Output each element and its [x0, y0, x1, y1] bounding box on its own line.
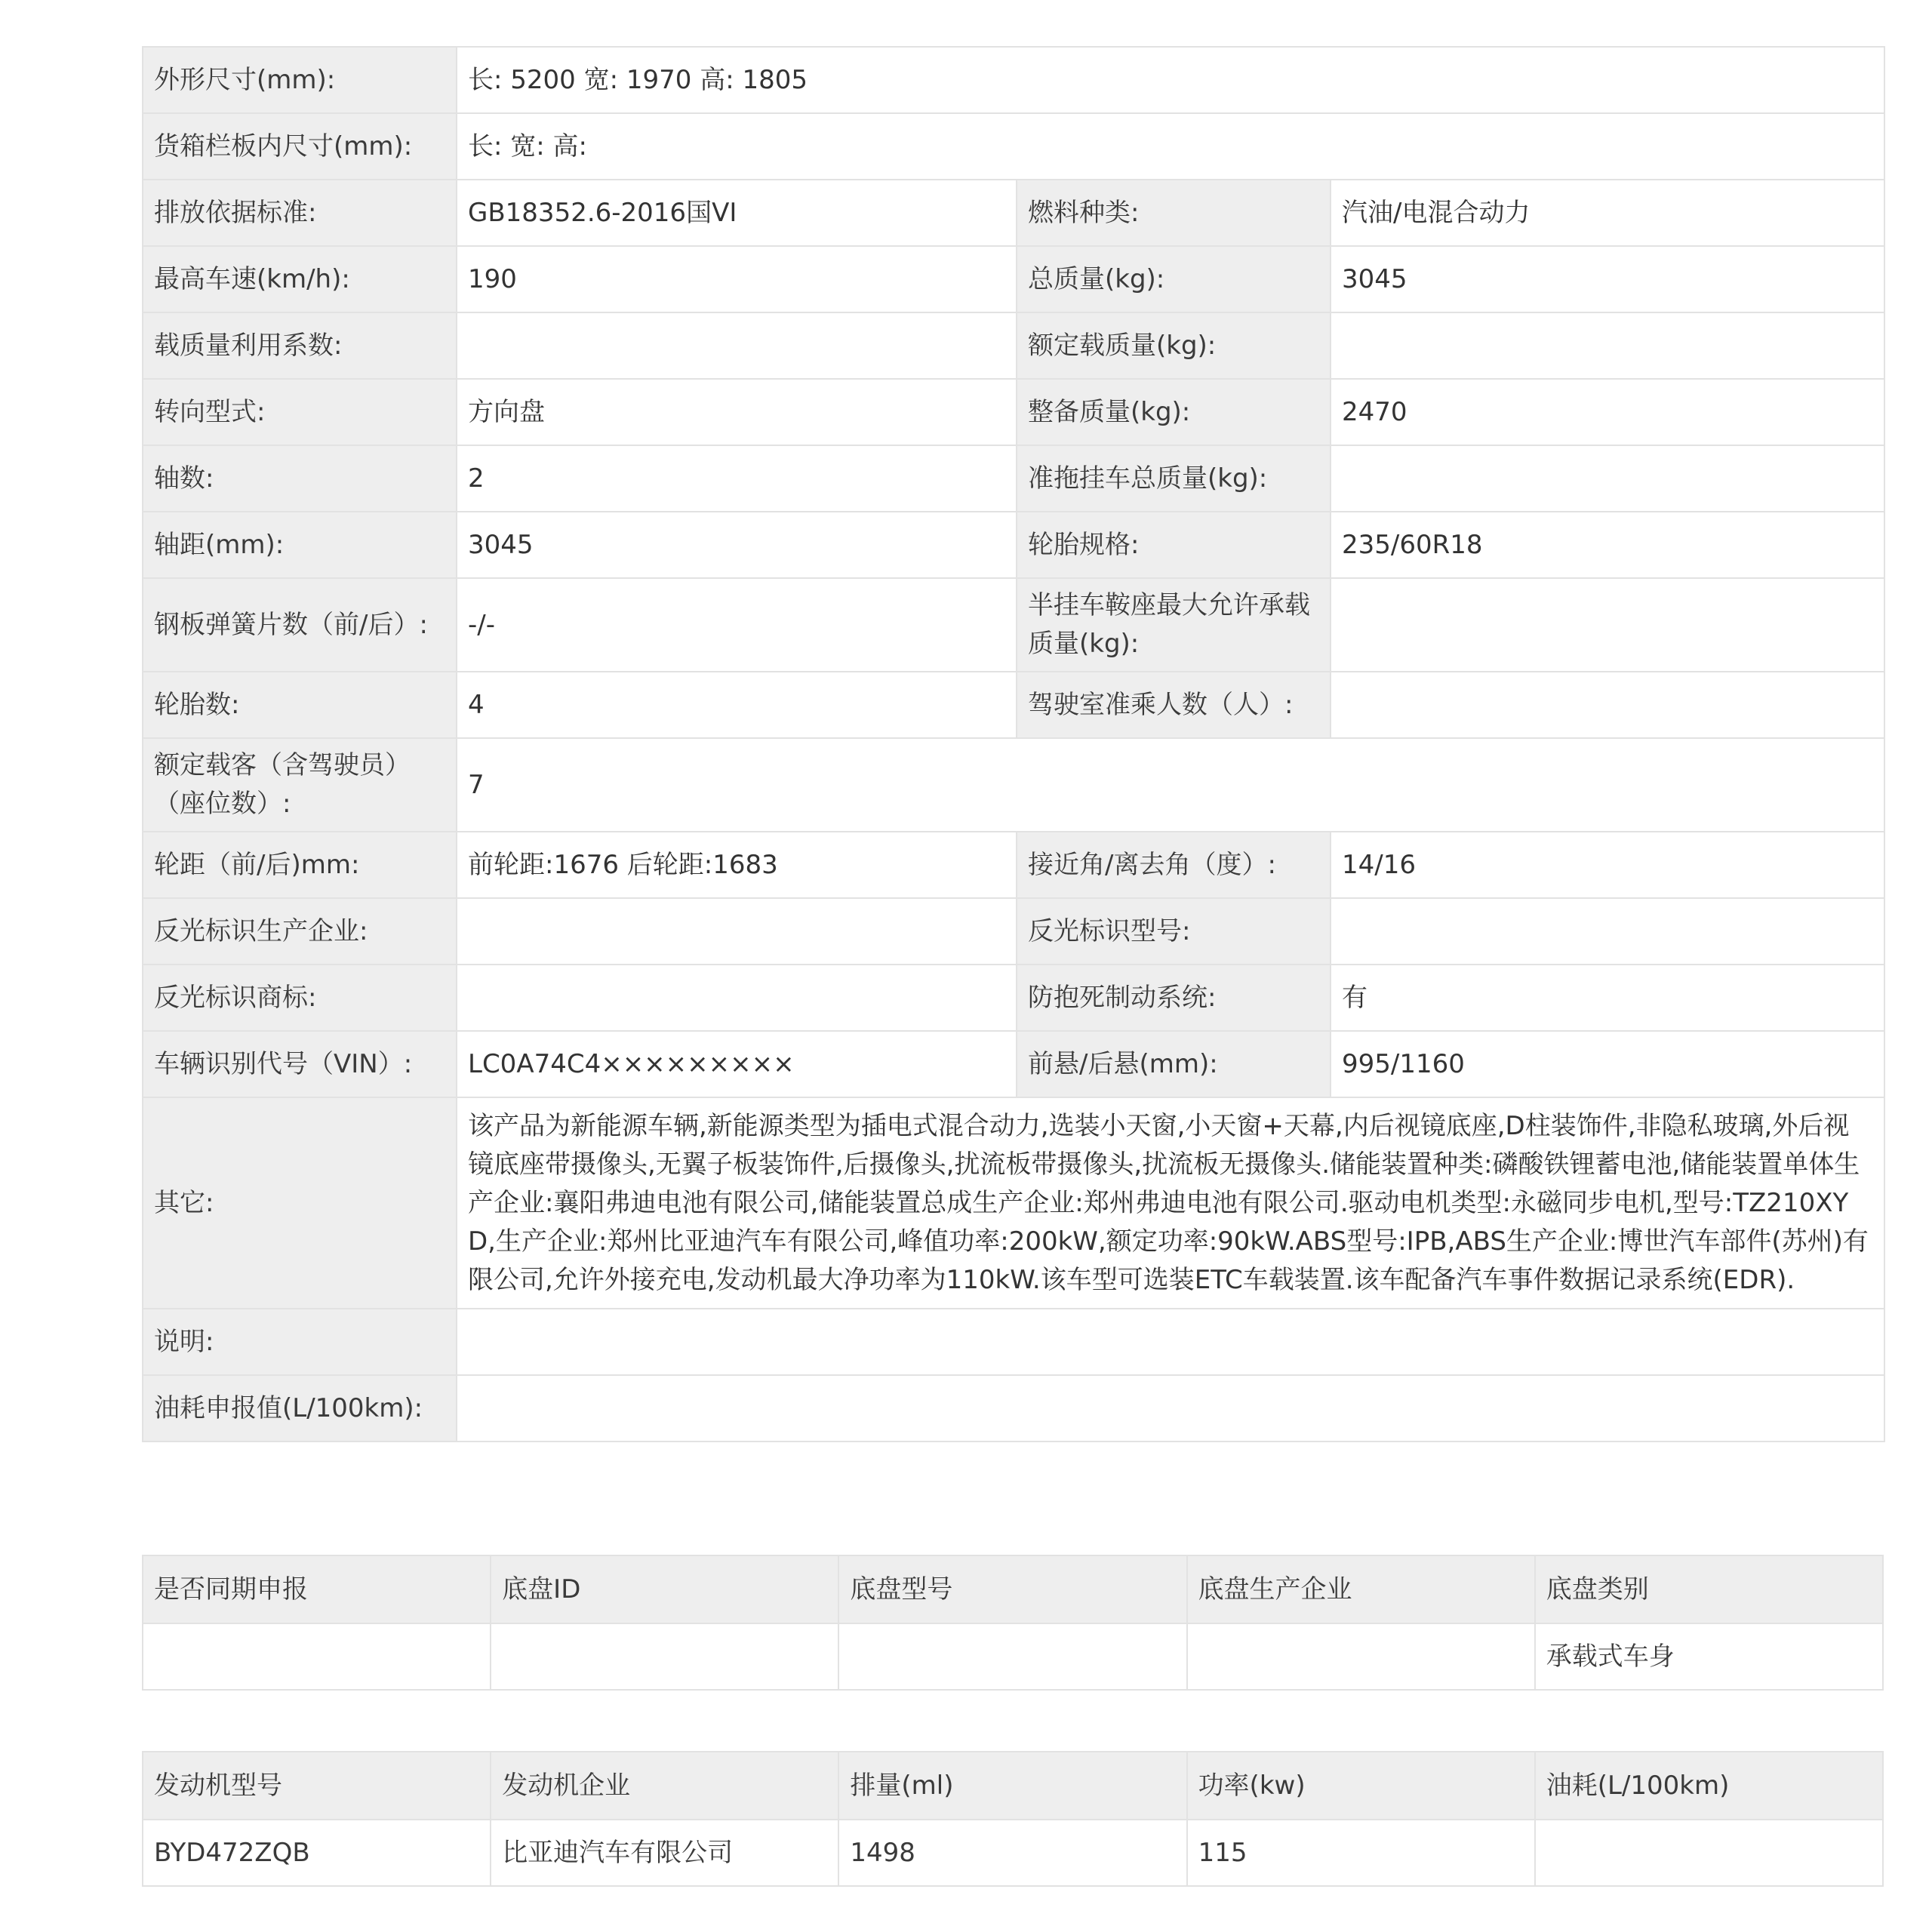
outer-dimensions-value: 长: 5200 宽: 1970 高: 1805: [457, 47, 1884, 113]
outer-dimensions-label: 外形尺寸(mm):: [143, 47, 457, 113]
chassis-maker-cell: [1187, 1623, 1535, 1690]
other-value: 该产品为新能源车辆,新能源类型为插电式混合动力,选装小天窗,小天窗+天幕,内后视镜底座,D柱装饰件,非隐私玻璃,外后视镜底座带摄像头,无翼子板装饰件,后摄像头,扰流板带摄像头,扰流板无摄像头.储能装置种类:磷酸铁锂蓄电池,储能装置单体生产企业:襄阳弗迪电池有限公司,储能装置总成生产企业:郑州弗迪电池有限公司.驱动电机类型:永磁同步电机,型号:TZ210XYD,生产企业:郑州比亚迪汽车有限公司,峰值功率:200kW,额定功率:90kW.ABS型号:IPB,ABS生产企业:博世汽车部件(苏州)有限公司,允许外接充电,发动机最大净功率为110kW.该车型可选装ETC车载装置.该车配备汽车事件数据记录系统(EDR).: [457, 1097, 1884, 1309]
engine-header-displacement: 排量(ml): [838, 1752, 1186, 1820]
engine-header-row: [143, 1752, 1883, 1820]
table-row: [143, 1820, 1883, 1886]
axle-count-label: 轴数:: [143, 445, 457, 512]
steering-type-label: 转向型式:: [143, 379, 457, 445]
tire-count-value: 4: [457, 672, 1017, 738]
abs-value: 有: [1331, 965, 1884, 1031]
approach-departure-label: 接近角/离去角（度）:: [1017, 832, 1331, 898]
steering-type-value: 方向盘: [457, 379, 1017, 445]
total-mass-value: 3045: [1331, 246, 1884, 312]
trailer-mass-label: 准拖挂车总质量(kg):: [1017, 445, 1331, 512]
rated-load-value: [1331, 312, 1884, 379]
vin-label: 车辆识别代号（VIN）:: [143, 1031, 457, 1097]
engine-consumption-cell: [1535, 1820, 1883, 1886]
tire-spec-value: 235/60R18: [1331, 512, 1884, 578]
note-label: 说明:: [143, 1309, 457, 1375]
spec-row-reflector-maker: [143, 898, 1884, 965]
chassis-header-maker: 底盘生产企业: [1187, 1555, 1535, 1623]
spec-row-outer-dimensions: [143, 47, 1884, 113]
spec-row-load: [143, 312, 1884, 379]
spec-row-axles-trailer: [143, 445, 1884, 512]
spec-row-spring-saddle: [143, 578, 1884, 672]
fuel-consumption-label: 油耗申报值(L/100km):: [143, 1375, 457, 1441]
reflector-maker-value: [457, 898, 1017, 965]
tire-spec-label: 轮胎规格:: [1017, 512, 1331, 578]
max-speed-label: 最高车速(km/h):: [143, 246, 457, 312]
spec-row-fuel-consumption: [143, 1375, 1884, 1441]
overhang-label: 前悬/后悬(mm):: [1017, 1031, 1331, 1097]
engine-header-consumption: 油耗(L/100km): [1535, 1752, 1883, 1820]
cab-passengers-label: 驾驶室准乘人数（人）:: [1017, 672, 1331, 738]
engine-maker-cell: 比亚迪汽车有限公司: [491, 1820, 838, 1886]
reflector-model-label: 反光标识型号:: [1017, 898, 1331, 965]
chassis-header-id: 底盘ID: [491, 1555, 838, 1623]
engine-header-maker: 发动机企业: [491, 1752, 838, 1820]
spec-row-steering-curb: [143, 379, 1884, 445]
engine-power-cell: 115: [1187, 1820, 1535, 1886]
load-utilization-value: [457, 312, 1017, 379]
leaf-spring-value: -/-: [457, 578, 1017, 672]
overhang-value: 995/1160: [1331, 1031, 1884, 1097]
max-speed-value: 190: [457, 246, 1017, 312]
track-width-value: 前轮距:1676 后轮距:1683: [457, 832, 1017, 898]
engine-table: [142, 1751, 1884, 1887]
abs-label: 防抱死制动系统:: [1017, 965, 1331, 1031]
load-utilization-label: 载质量利用系数:: [143, 312, 457, 379]
fuel-type-value: 汽油/电混合动力: [1331, 180, 1884, 246]
reflector-maker-label: 反光标识生产企业:: [143, 898, 457, 965]
approach-departure-value: 14/16: [1331, 832, 1884, 898]
saddle-load-value: [1331, 578, 1884, 672]
chassis-model-cell: [838, 1623, 1186, 1690]
note-value: [457, 1309, 1884, 1375]
wheelbase-value: 3045: [457, 512, 1017, 578]
track-width-label: 轮距（前/后)mm:: [143, 832, 457, 898]
reflector-brand-label: 反光标识商标:: [143, 965, 457, 1031]
trailer-mass-value: [1331, 445, 1884, 512]
leaf-spring-label: 钢板弹簧片数（前/后）:: [143, 578, 457, 672]
spec-row-reflector-brand-abs: [143, 965, 1884, 1031]
spec-row-tires-cab: [143, 672, 1884, 738]
cab-passengers-value: [1331, 672, 1884, 738]
emission-standard-label: 排放依据标准:: [143, 180, 457, 246]
chassis-category-cell: 承载式车身: [1535, 1623, 1883, 1690]
spec-row-vin-overhang: [143, 1031, 1884, 1097]
chassis-table: [142, 1555, 1884, 1691]
emission-standard-value: GB18352.6-2016国VI: [457, 180, 1017, 246]
engine-displacement-cell: 1498: [838, 1820, 1186, 1886]
engine-header-power: 功率(kw): [1187, 1752, 1535, 1820]
engine-header-model: 发动机型号: [143, 1752, 491, 1820]
spec-row-wheelbase-tire: [143, 512, 1884, 578]
engine-model-cell: BYD472ZQB: [143, 1820, 491, 1886]
other-label: 其它:: [143, 1097, 457, 1309]
fuel-type-label: 燃料种类:: [1017, 180, 1331, 246]
chassis-header-row: [143, 1555, 1883, 1623]
rated-load-label: 额定载质量(kg):: [1017, 312, 1331, 379]
tire-count-label: 轮胎数:: [143, 672, 457, 738]
saddle-load-label: 半挂车鞍座最大允许承载质量(kg):: [1017, 578, 1331, 672]
chassis-id-cell: [491, 1623, 838, 1690]
cargo-dimensions-label: 货箱栏板内尺寸(mm):: [143, 113, 457, 180]
chassis-header-model: 底盘型号: [838, 1555, 1186, 1623]
reflector-brand-value: [457, 965, 1017, 1031]
spec-row-seats: [143, 738, 1884, 832]
chassis-concurrent-cell: [143, 1623, 491, 1690]
reflector-model-value: [1331, 898, 1884, 965]
curb-mass-value: 2470: [1331, 379, 1884, 445]
spec-row-cargo-dimensions: [143, 113, 1884, 180]
curb-mass-label: 整备质量(kg):: [1017, 379, 1331, 445]
spec-row-note: [143, 1309, 1884, 1375]
spec-row-emission-fuel: [143, 180, 1884, 246]
table-row: [143, 1623, 1883, 1690]
fuel-consumption-value: [457, 1375, 1884, 1441]
spec-row-other: [143, 1097, 1884, 1309]
spec-row-track-angle: [143, 832, 1884, 898]
vin-value: LC0A74C4×××××××××: [457, 1031, 1017, 1097]
seat-count-label: 额定载客（含驾驶员）（座位数）:: [143, 738, 457, 832]
wheelbase-label: 轴距(mm):: [143, 512, 457, 578]
seat-count-value: 7: [457, 738, 1884, 832]
total-mass-label: 总质量(kg):: [1017, 246, 1331, 312]
chassis-header-concurrent: 是否同期申报: [143, 1555, 491, 1623]
vehicle-spec-table: [142, 46, 1885, 1442]
chassis-header-category: 底盘类别: [1535, 1555, 1883, 1623]
spec-row-speed-mass: [143, 246, 1884, 312]
cargo-dimensions-value: 长: 宽: 高:: [457, 113, 1884, 180]
axle-count-value: 2: [457, 445, 1017, 512]
